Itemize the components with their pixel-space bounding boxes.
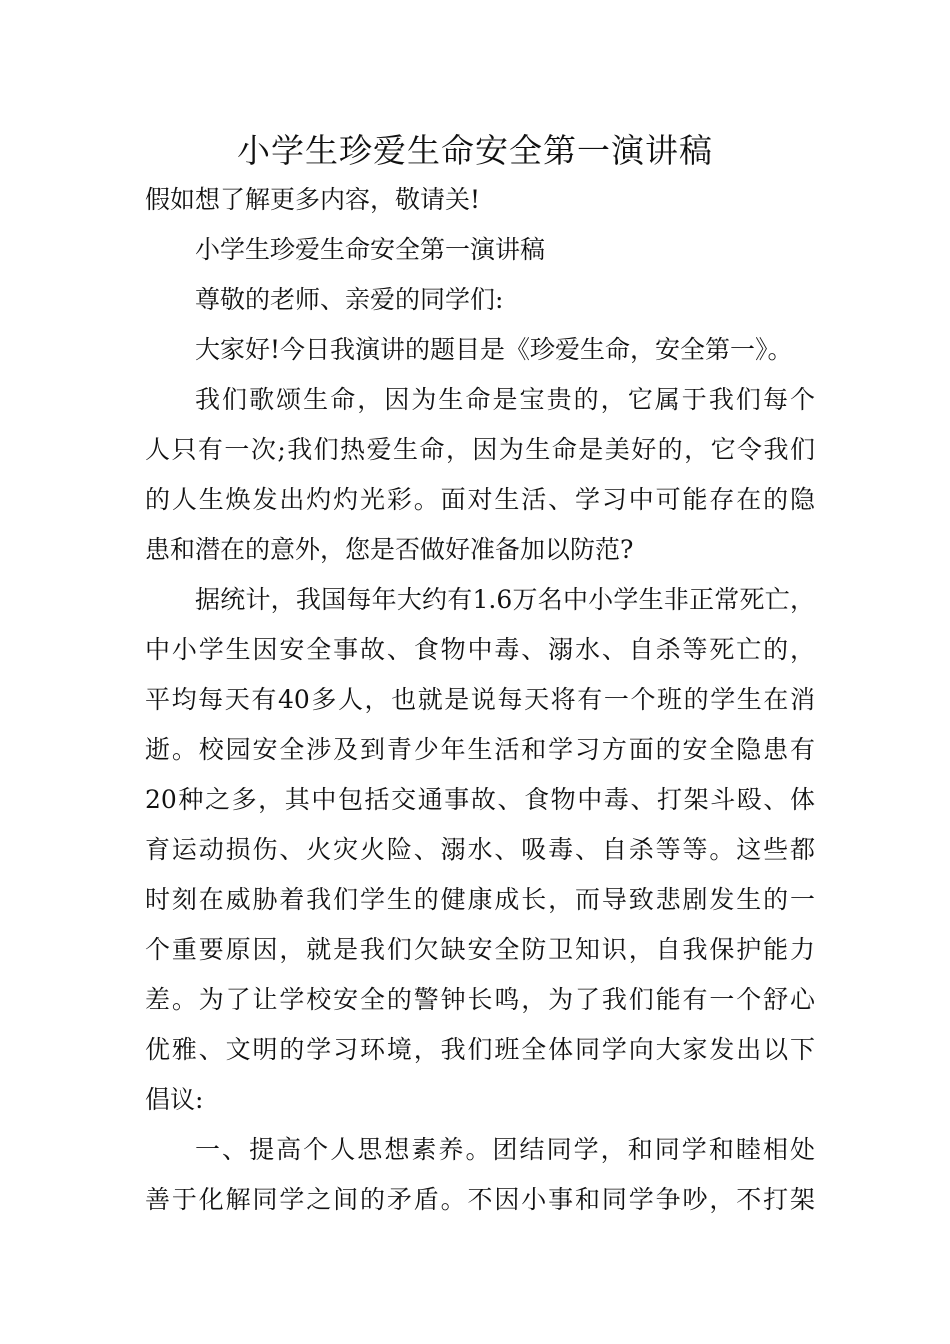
text-line: 小学生珍爱生命安全第一演讲稿 bbox=[195, 235, 546, 264]
text-line: 大家好!今日我演讲的题目是《珍爱生命，安全第一》。 bbox=[195, 335, 793, 364]
text-line: 尊敬的老师、亲爱的同学们: bbox=[195, 285, 504, 314]
text-line: 中小学生因安全事故、食物中毒、溺水、自杀等死亡的， bbox=[145, 635, 815, 664]
text-line: 差。为了让学校安全的警钟长鸣，为了我们能有一个舒心 bbox=[145, 985, 815, 1014]
text-line: 假如想了解更多内容，敬请关! bbox=[145, 185, 481, 214]
text-line: 的人生焕发出灼灼光彩。面对生活、学习中可能存在的隐 bbox=[145, 485, 815, 514]
text-line: 育运动损伤、火灾火险、溺水、吸毒、自杀等等。这些都 bbox=[145, 835, 815, 864]
text-line: 平均每天有40多人，也就是说每天将有一个班的学生在消 bbox=[145, 685, 815, 714]
text-line: 患和潜在的意外，您是否做好准备加以防范? bbox=[145, 535, 634, 564]
text-line: 我们歌颂生命，因为生命是宝贵的，它属于我们每个 bbox=[195, 385, 815, 414]
text-line: 倡议: bbox=[145, 1085, 204, 1114]
text-line: 据统计，我国每年大约有1.6万名中小学生非正常死亡， bbox=[195, 585, 815, 614]
text-line: 善于化解同学之间的矛盾。不因小事和同学争吵，不打架 bbox=[145, 1185, 815, 1214]
text-line: 一、提高个人思想素养。团结同学，和同学和睦相处 bbox=[195, 1135, 815, 1164]
text-line: 优雅、文明的学习环境，我们班全体同学向大家发出以下 bbox=[145, 1035, 815, 1064]
text-line: 个重要原因，就是我们欠缺安全防卫知识，自我保护能力 bbox=[145, 935, 815, 964]
text-line: 逝。校园安全涉及到青少年生活和学习方面的安全隐患有 bbox=[145, 735, 815, 764]
document-title: 小学生珍爱生命安全第一演讲稿 bbox=[237, 131, 713, 170]
text-line: 20种之多，其中包括交通事故、食物中毒、打架斗殴、体 bbox=[145, 785, 815, 814]
text-line: 时刻在威胁着我们学生的健康成长，而导致悲剧发生的一 bbox=[145, 885, 815, 914]
text-line: 人只有一次;我们热爱生命，因为生命是美好的，它令我们 bbox=[145, 435, 815, 464]
